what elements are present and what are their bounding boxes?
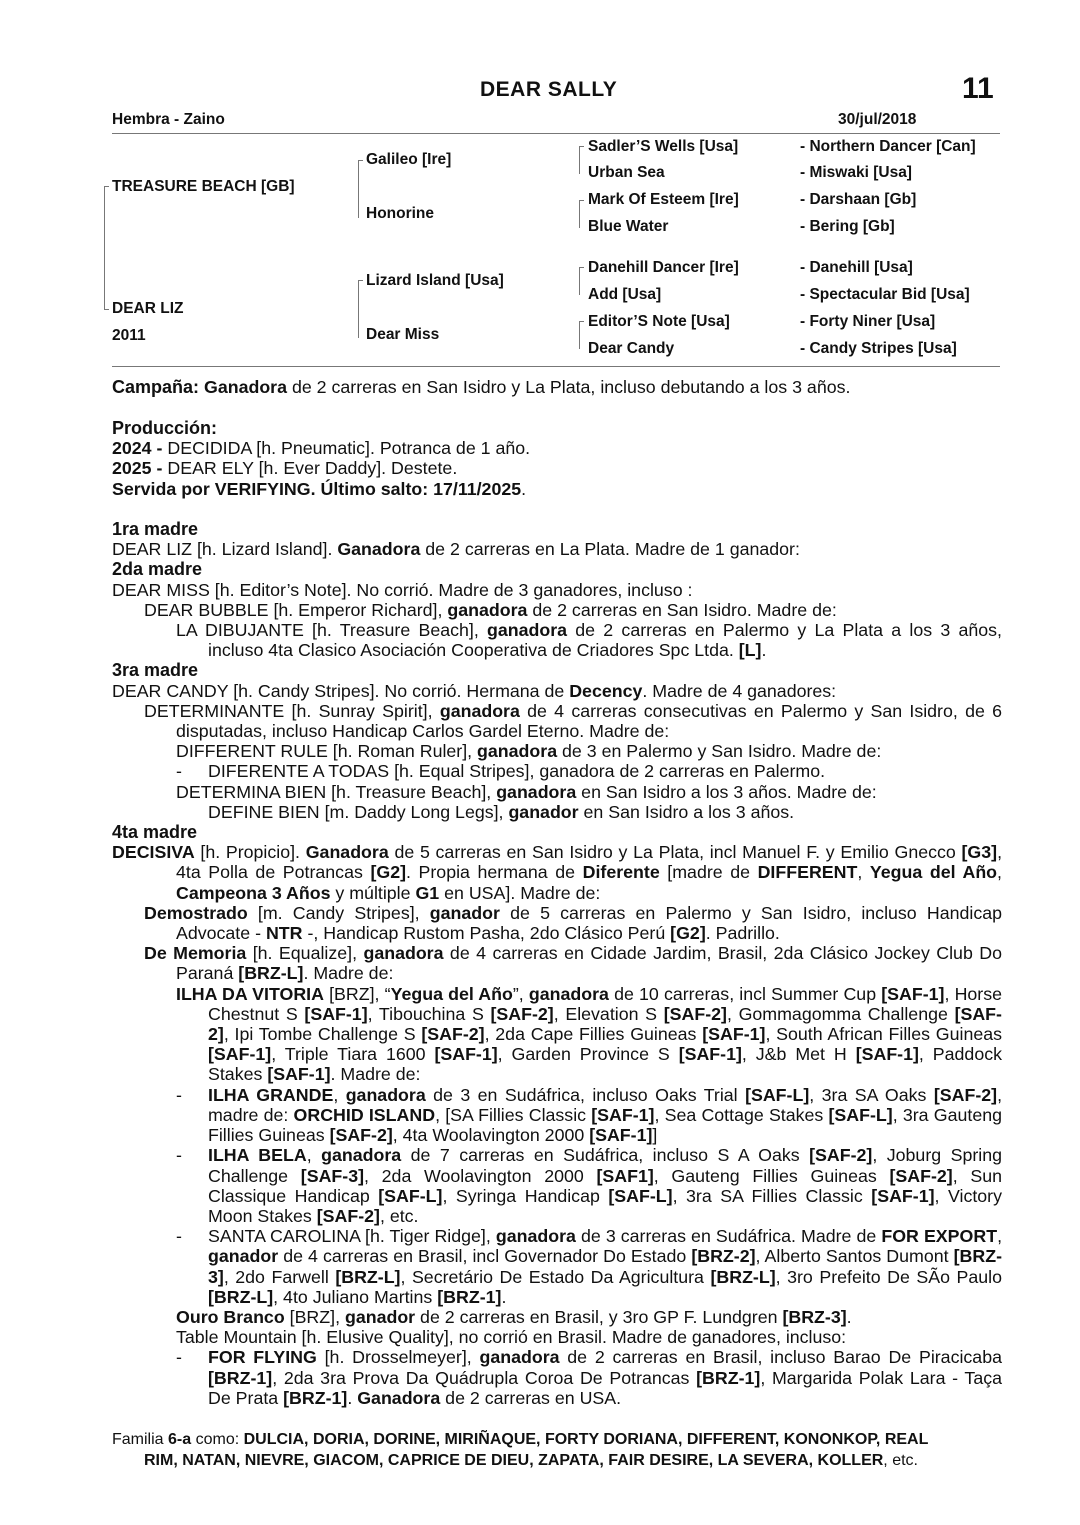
pedigree-g4: - Spectacular Bid [Usa] [800,286,970,303]
produce-entry: DEFINE BIEN [m. Daddy Long Legs], ganador en San Isidro a los 3 años. [208,801,795,822]
pedigree-g3: Danehill Dancer [Ire] [588,259,739,276]
produce-entry: - SANTA CAROLINA [h. Tiger Ridge], ganadora de 3 carreras en Sudáfrica. Madre de FOR EXPORT, ganador de 4 carreras en Brasil, incl Governador Do Estado [BRZ-2], Alberto Santos Dumont [BRZ-3], 2do Farwell [BRZ-L], Secretário De Estado Da Agricultura [BRZ-L], 3ro Prefeito De SÃo Paulo [BRZ-L], 4to Juliano Martins [BRZ-1]. [176,1226,1003,1307]
produce-entry: DETERMINANTE [h. Sunray Spirit], ganadora de 4 carreras consecutivas en Palermo y San Isidro, de 6 disputadas, incluso Handicap Carlos Gardel Eterno. Madre de: [144,700,1002,742]
pedigree-g3: Urban Sea [588,164,665,181]
pedigree-g3: Add [Usa] [588,286,662,303]
production-entry: 2025 - DEAR ELY [h. Ever Daddy]. Destete. [112,458,458,479]
produce-entry: Table Mountain [h. Elusive Quality], no corrió en Brasil. Madre de ganadores, incluso: [176,1327,847,1348]
third-dam-text: DEAR CANDY [h. Candy Stripes]. No corrió. Hermana de Decency. Madre de 4 ganadores: [112,680,837,701]
fourth-dam-text: DECISIVA [h. Propicio]. Ganadora de 5 carreras en San Isidro y La Plata, incl Manuel F. y Emilio Gnecco [G3], 4ta Polla de Potrancas [G2]. Propia hermana de Diferente [madre de DIFFERENT, Yegua del Año, Campeona 3 Años y múltiple G1 en USA]. Madre de: [112,842,1003,903]
first-dam-text: DEAR LIZ [h. Lizard Island]. Ganadora de 2 carreras en La Plata. Madre de 1 ganador: [112,539,800,560]
produce-entry: LA DIBUJANTE [h. Treasure Beach], ganadora de 2 carreras en Palermo y La Plata a los 3 años, incluso 4ta Clasico Asociación Cooperativa de Criadores Spc Ltda. [L]. [176,620,1002,661]
fourth-dam-heading: 4ta madre [112,822,198,843]
produce-entry: ILHA DA VITORIA [BRZ], “Yegua del Año”, ganadora de 10 carreras, incl Summer Cup [SAF-1], Horse Chestnut S [SAF-1], Tibouchina S [SAF-2], Elevation S [SAF-2], Gommagomma Challenge [SAF-2], Ipi Tombe Challenge S [SAF-2], 2da Cape Fillies Guineas [SAF-1], South African Filles Guineas [SAF-1], Triple Tiara 1600 [SAF-1], Garden Province S [SAF-1], J&b Met H [SAF-1], Paddock Stakes [SAF-1]. Madre de: [176,983,1002,1085]
pedigree-sire: TREASURE BEACH [GB] [112,178,295,195]
family-line-1: Familia 6-a como: DULCIA, DORIA, DORINE, MIRIÑAQUE, FORTY DORIANA, DIFFERENT, KONONKOP, REAL [112,1431,929,1448]
pedigree-g4: - Miswaki [Usa] [800,164,912,181]
pedigree-g4: - Forty Niner [Usa] [800,313,936,330]
pedigree-dam: DEAR LIZ [112,300,184,317]
pedigree-g2: Dear Miss [366,326,440,343]
page-number: 11 [962,72,994,105]
pedigree-g3: Blue Water [588,218,669,235]
sex-color: Hembra - Zaino [112,111,225,128]
production-heading: Producción: [112,418,218,438]
second-dam-heading: 2da madre [112,559,203,580]
campaign-bold: Ganadora [203,377,287,397]
family-line-2: RIM, NATAN, NIEVRE, GIACOM, CAPRICE DE DIEU, ZAPATA, FAIR DESIRE, LA SEVERA, KOLLER, etc. [144,1452,918,1469]
second-dam-text: DEAR MISS [h. Editor’s Note]. No corrió. Madre de 3 ganadores, incluso : [112,579,693,600]
horse-name-title: DEAR SALLY [480,78,618,101]
production-entry: 2024 - DECIDIDA [h. Pneumatic]. Potranca de 1 año. [112,438,531,459]
produce-entry: Demostrado [m. Candy Stripes], ganador de 5 carreras en Palermo y San Isidro, incluso Handicap Advocate - NTR -, Handicap Rustom Pasha, 2do Clásico Perú [G2]. Padrillo. [144,902,1003,944]
pedigree-g3: Mark Of Esteem [Ire] [588,191,739,208]
pedigree-rule [112,366,1000,367]
pedigree-g2: Galileo [Ire] [366,151,452,168]
produce-entry: DETERMINA BIEN [h. Treasure Beach], ganadora en San Isidro a los 3 años. Madre de: [176,781,877,802]
produce-entry: De Memoria [h. Equalize], ganadora de 4 carreras en Cidade Jardim, Brasil, 2da Clásico Jockey Club Do Paraná [BRZ-L]. Madre de: [144,943,1002,984]
produce-entry: - DIFERENTE A TODAS [h. Equal Stripes], ganadora de 2 carreras en Palermo. [176,761,826,782]
pedigree-g3: Dear Candy [588,340,675,357]
birth-date: 30/jul/2018 [838,111,917,128]
pedigree-g4: - Darshaan [Gb] [800,191,917,208]
campaign-paragraph [112,377,1002,397]
pedigree-g2: Lizard Island [Usa] [366,272,504,289]
first-dam-heading: 1ra madre [112,519,199,539]
pedigree-dam-year: 2011 [112,327,146,344]
pedigree-g3: Sadler’S Wells [Usa] [588,138,739,155]
campaign-text: de 2 carreras en San Isidro y La Plata, incluso debutando a los 3 años. [287,377,851,397]
served-line: Servida por VERIFYING. Último salto: 17/11/2025. [112,478,527,499]
campaign-label: Campaña: [112,377,200,397]
pedigree-g4: - Bering [Gb] [800,218,895,235]
produce-entry: - FOR FLYING [h. Drosselmeyer], ganadora de 2 carreras en Brasil, incluso Barao De Piracicaba [BRZ-1], 2da 3ra Prova Da Quádrupla Coroa De Potrancas [BRZ-1], Margarida Polak Lara - Taça De Prata [BRZ-1]. Ganadora de 2 carreras en USA. [176,1347,1002,1408]
family-footer [112,1429,1002,1471]
maternal-family [112,519,1002,1408]
pedigree-g2: Honorine [366,205,435,222]
produce-entry: DIFFERENT RULE [h. Roman Ruler], ganadora de 3 en Palermo y San Isidro. Madre de: [176,741,882,762]
produce-entry: - ILHA GRANDE, ganadora de 3 en Sudáfrica, incluso Oaks Trial [SAF-L], 3ra SA Oaks [SAF-2], madre de: ORCHID ISLAND, [SA Fillies Classic [SAF-1], Sea Cottage Stakes [SAF-L], 3ra Gauteng Fillies Guineas [SAF-2], 4ta Woolavington 2000 [SAF-1]] [176,1084,1003,1146]
third-dam-heading: 3ra madre [112,660,199,681]
pedigree-g3: Editor’S Note [Usa] [588,313,730,330]
produce-entry: DEAR BUBBLE [h. Emperor Richard], ganadora de 2 carreras en San Isidro. Madre de: [144,599,837,620]
pedigree-g4: - Northern Dancer [Can] [800,138,976,155]
production-section [112,418,1002,499]
produce-entry: - ILHA BELA, ganadora de 7 carreras en Sudáfrica, incluso S A Oaks [SAF-2], Joburg Spring Challenge [SAF-3], 2da Woolavington 2000 [SAF1], Gauteng Fillies Guineas [SAF-2], Sun Classique Handicap [SAF-L], Syringa Handicap [SAF-L], 3ra SA Fillies Classic [SAF-1], Victory Moon Stakes [SAF-2], etc. [176,1145,1002,1226]
pedigree-g4: - Candy Stripes [Usa] [800,340,957,357]
produce-entry: Ouro Branco [BRZ], ganador de 2 carreras en Brasil, y 3ro GP F. Lundgren [BRZ-3]. [176,1306,852,1327]
top-rule [112,133,1000,134]
pedigree-g4: - Danehill [Usa] [800,259,913,276]
